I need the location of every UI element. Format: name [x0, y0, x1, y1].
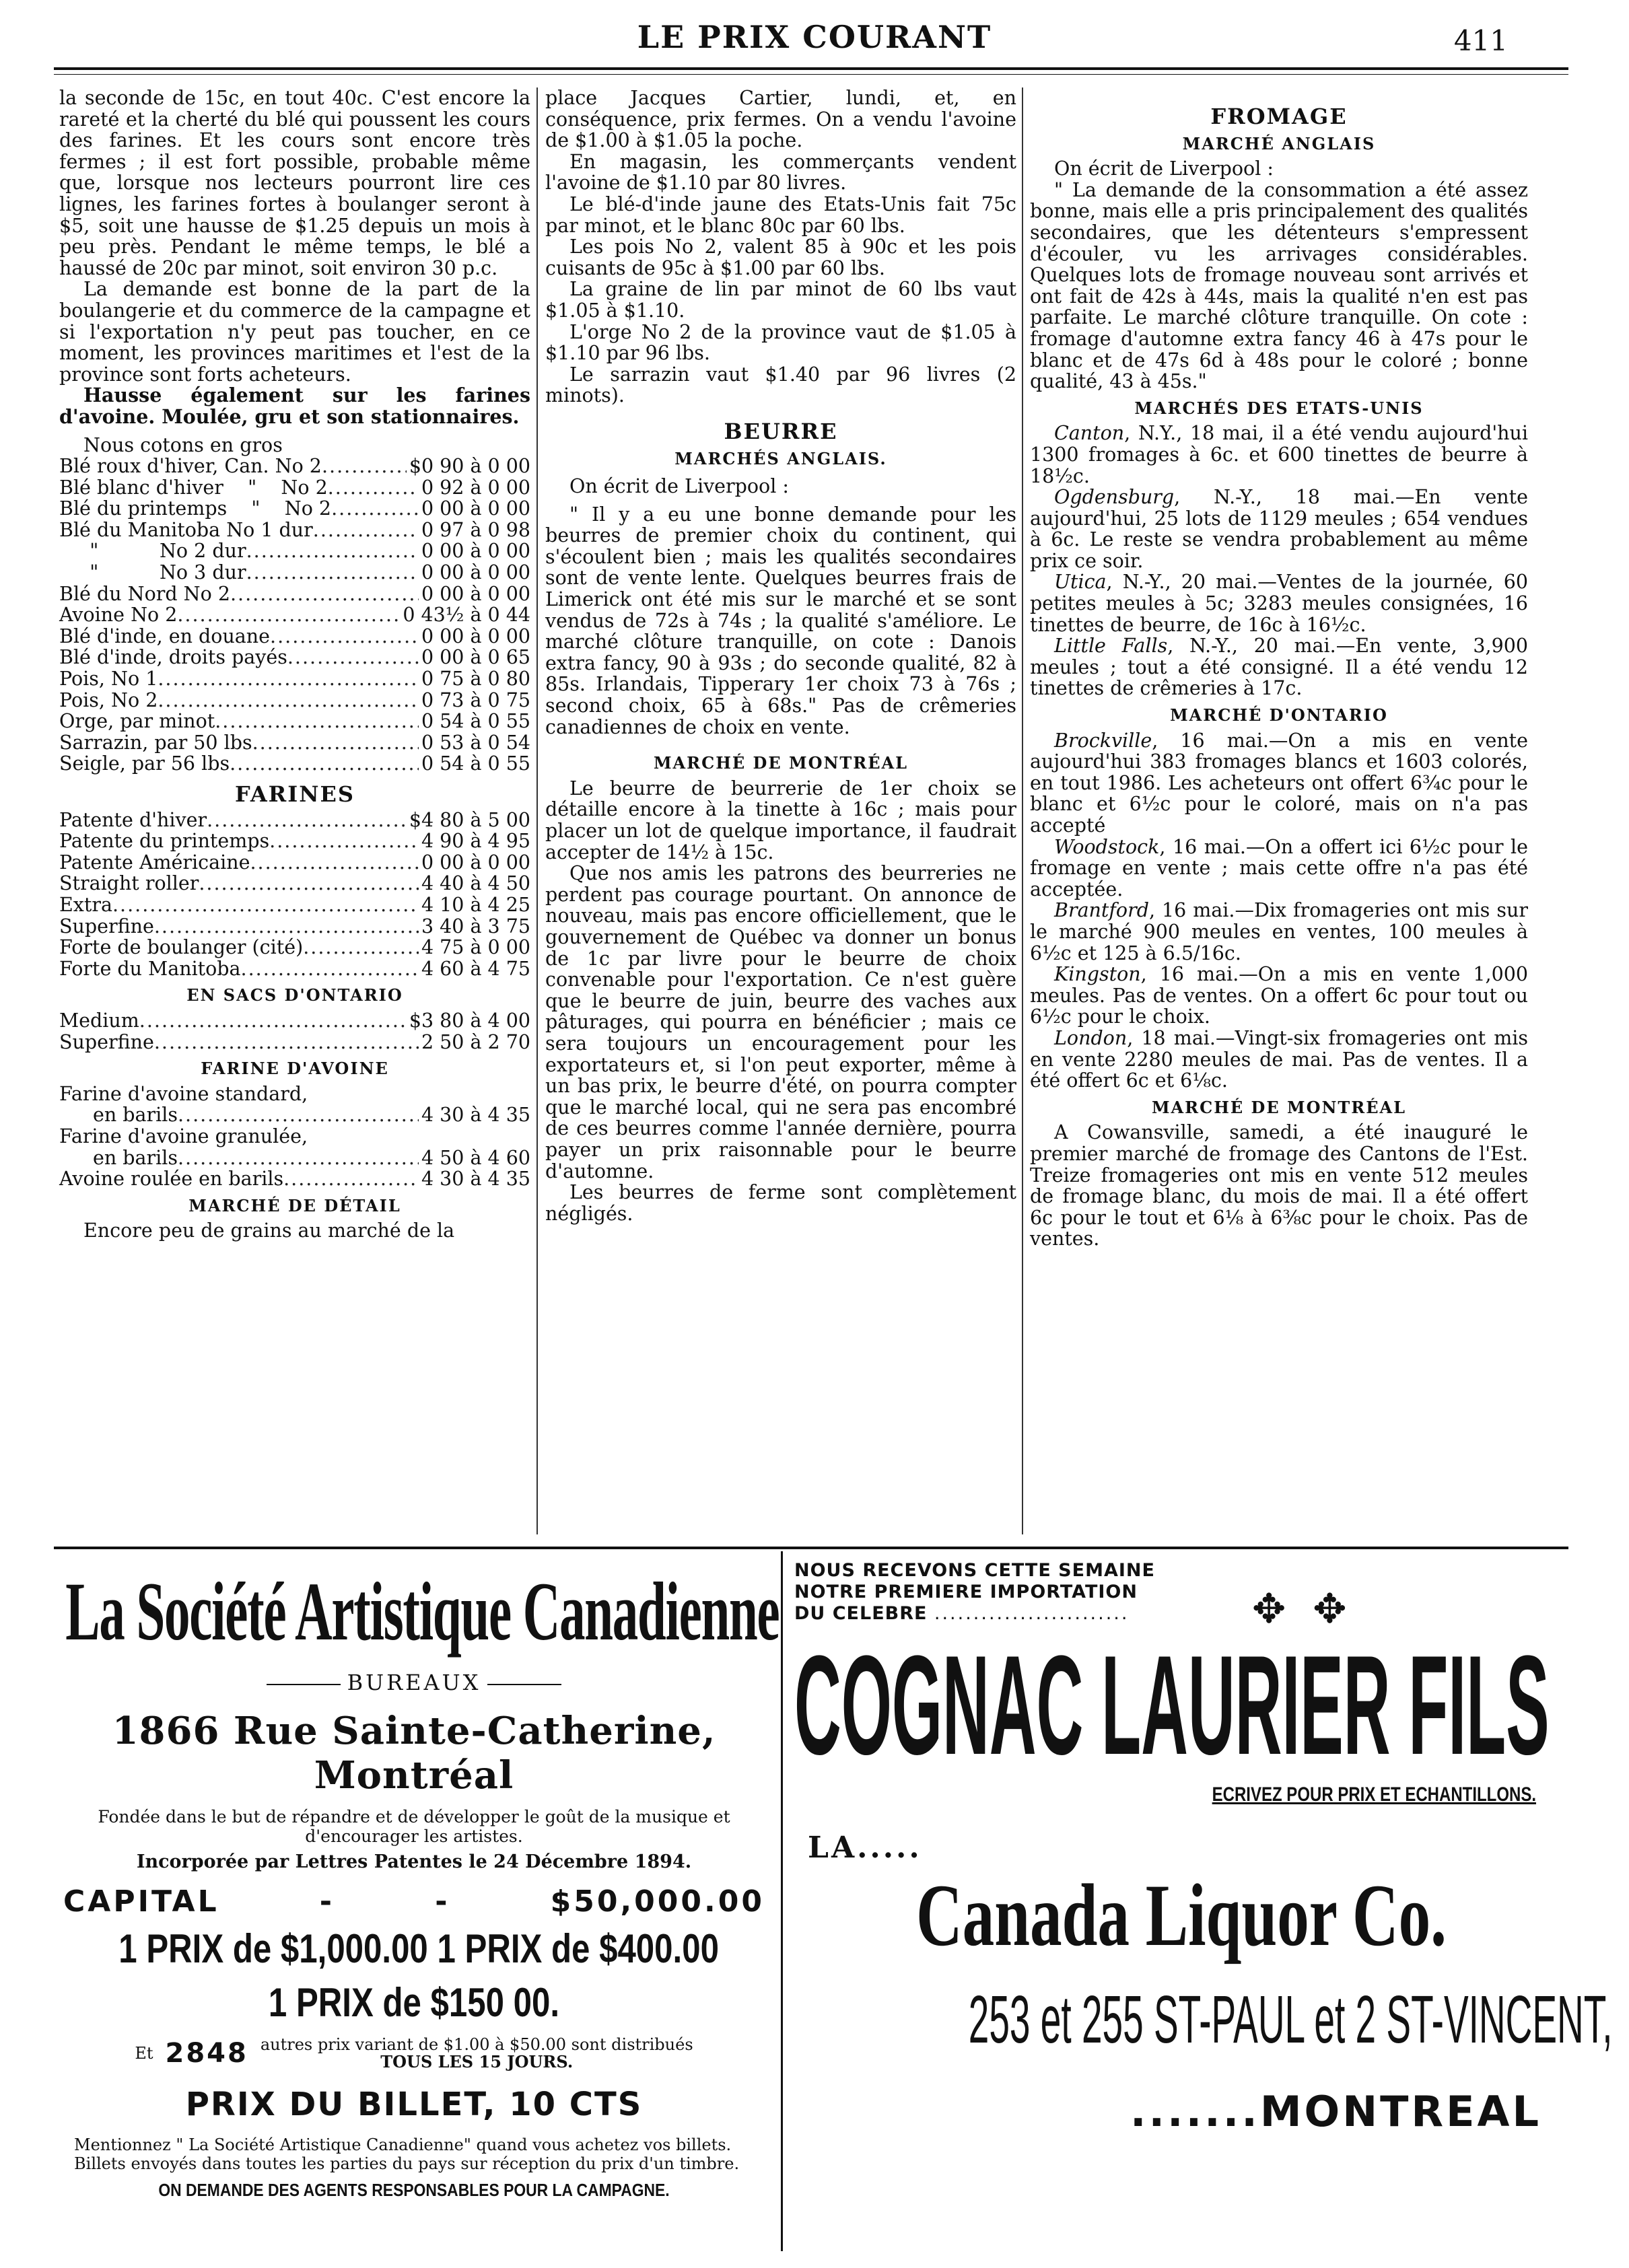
ad-address: 253 et 255 ST-PAUL et 2 ST-VINCENT, [968, 1982, 1613, 2057]
paragraph: Le sarrazin vaut $1.40 par 96 livres (2 minots). [545, 363, 1016, 407]
price-value: 0 43½ à 0 44 [403, 604, 530, 627]
price-label: Orge, par minot [59, 710, 215, 733]
price-value: 0 00 à 0 65 [421, 646, 530, 669]
price-value: 4 90 à 4 95 [421, 830, 530, 853]
price-label: Patente d'hiver [59, 808, 207, 831]
price-value: 0 97 à 0 98 [421, 518, 530, 541]
section-heading: EN SACS D'ONTARIO [186, 985, 403, 1005]
price-value: $0 90 à 0 00 [409, 455, 530, 478]
price-value: 4 75 à 0 00 [421, 936, 530, 959]
header-rule-thin [54, 74, 1568, 75]
separator: - [435, 1884, 450, 1919]
report-text: , 18 mai.—Vingt-six fromageries ont mis en vente 2280 meules de mai. Pas de ventes. Il a été offert 6c et 6⅛c. [1030, 1026, 1528, 1092]
market-report [1030, 964, 1528, 1028]
subsection-heading: MARCHÉ DE MONTRÉAL [653, 753, 909, 773]
price-label: Blé d'inde, en douane [59, 625, 271, 647]
price-row [59, 958, 530, 980]
price-label: Straight roller [59, 872, 199, 895]
page-header-title: LE PRIX COURANT [637, 19, 992, 55]
ad-intro [794, 1560, 1225, 1625]
price-row [59, 732, 530, 754]
price-label: Blé d'inde, droits payés [59, 646, 287, 669]
ad-ticket-price: PRIX DU BILLET, 10 CTS [185, 2086, 643, 2123]
price-row [59, 1147, 530, 1169]
paragraph: La demande est bonne de la part de la boulangerie et du commerce de la campagne et si l'exportation n'y peut pas toucher, en ce moment, les provinces maritimes et l'est de la province sont forts acheteurs. [59, 278, 530, 386]
price-row [59, 711, 530, 732]
price-value: 0 92 à 0 00 [421, 476, 530, 499]
oat-flour-list [59, 1084, 530, 1190]
place-name: Utica [1054, 571, 1107, 594]
place-name: Little Falls [1054, 635, 1168, 658]
grain-price-list [59, 456, 530, 775]
ad-bureaux-line [54, 1670, 774, 1695]
paragraph: On écrit de Liverpool : [569, 475, 789, 498]
prize-text [261, 2036, 693, 2071]
price-label: Pois, No 1 [59, 668, 158, 690]
ads-top-rule [54, 1547, 1568, 1549]
ad-incorporation: Incorporée par Lettres Patentes le 24 Décembre 1894. [136, 1851, 692, 1872]
price-label: Superfine [59, 1030, 154, 1053]
paragraph: " Il y a eu une bonne demande pour les beurres de premier choix du continent, qui s'écoulent bien ; mais les qualités secondaires sont de vente lente. Quelques beurres frais de Limerick ont été mis sur le marché et se sont vendus de 72s à 74s ; la qualité s'améliore. Le marché clôture tranquille, on cote : Danois extra fancy, 90 à 93s ; do seconde qualité, 82 à 85s. Irlandais, Tipperary 1er choix 73 à 76s ; second choix, 65 à 68s." Pas de crêmeries canadiennes de choix en vente. [545, 503, 1016, 738]
place-name: Canton [1054, 422, 1125, 445]
column-divider [536, 87, 538, 1534]
report-text: , N.-Y., 20 mai.—En vente, 3,900 meules ; tout a été consigné. Il a été vendu 12 tinettes de crêmeries à 17c. [1030, 635, 1528, 700]
section-heading: FARINES [235, 781, 355, 807]
price-value: 0 53 à 0 54 [421, 731, 530, 754]
paragraph: On écrit de Liverpool : [1054, 157, 1274, 180]
place-name: Kingston [1054, 963, 1141, 986]
price-row [59, 690, 530, 711]
price-value: 0 00 à 0 00 [421, 582, 530, 605]
price-label: Pois, No 2 [59, 688, 158, 711]
price-label: Forte de boulanger (cité) [59, 936, 304, 959]
page-number: 411 [1453, 24, 1508, 57]
price-value: 0 00 à 0 00 [421, 625, 530, 647]
report-text: , N.Y., 18 mai, il a été vendu aujourd'hui 1300 fromages à 6c. et 600 tinettes de beurre à 18½c. [1030, 422, 1528, 487]
ad-brand: COGNAC LAURIER FILS [794, 1626, 1550, 1784]
ad-call-to-action: ECRIVEZ POUR PRIX ET ECHANTILLONS. [1212, 1783, 1536, 1806]
section-heading: BEURRE [724, 418, 838, 444]
price-row [59, 753, 530, 775]
price-label: Avoine No 2 [59, 604, 178, 627]
market-report [1030, 571, 1528, 635]
price-row [59, 520, 530, 541]
price-row [59, 810, 530, 831]
place-name: Brockville [1054, 729, 1152, 752]
price-value: 0 54 à 0 55 [421, 752, 530, 775]
prize-frequency: TOUS LES 15 JOURS. [380, 2052, 574, 2071]
column-grains [59, 87, 530, 1242]
price-row [59, 626, 530, 647]
price-row [59, 937, 530, 958]
paragraph: place Jacques Cartier, lundi, et, en conséquence, prix fermes. On a vendu l'avoine de $1.00 à $1.05 la poche. [545, 87, 1016, 152]
report-text: , 16 mai.—Dix fromageries ont mis sur le marché 900 meules en ventes, 100 meules à 6½c et 125 à 6.5/16c. [1030, 899, 1528, 964]
paragraph: En magasin, les commerçants vendent l'avoine de $1.10 par 80 livres. [545, 150, 1016, 194]
price-value: 0 00 à 0 00 [421, 540, 530, 563]
price-label: Blé du Nord No 2 [59, 582, 230, 605]
flour-price-list [59, 810, 530, 980]
ornament-icon: ✥✥ [1252, 1586, 1374, 1633]
price-row [59, 540, 530, 562]
header-rule [54, 67, 1568, 70]
ad-intro-text: DU CELEBRE [794, 1603, 928, 1624]
place-name: London [1054, 1026, 1128, 1049]
subsection-heading: MARCHÉS DES ETATS-UNIS [1134, 398, 1424, 418]
market-report [1030, 730, 1528, 837]
price-row [59, 894, 530, 916]
paragraph: L'orge No 2 de la province vaut de $1.05 à $1.10 par 96 lbs. [545, 320, 1016, 365]
report-text: , 16 mai.—On a offert ici 6½c pour le fromage en vente ; mais cette offre n'a pas été acceptée. [1030, 835, 1528, 900]
section-heading: FROMAGE [1210, 104, 1348, 129]
ad-agents: ON DEMANDE DES AGENTS RESPONSABLES POUR LA CAMPAGNE. [158, 2180, 670, 2200]
section-heading: MARCHÉ DE DÉTAIL [188, 1195, 401, 1215]
report-text: , 16 mai.—On a mis en vente aujourd'hui 383 fromages blancs et 1603 colorés, en tout 1986. Les acheteurs ont offert 6¾c pour le blanc et 6½c pour le coloré, mais on n'a pas accepté [1030, 729, 1528, 837]
market-report [1030, 487, 1528, 571]
place-name: Brantford [1054, 899, 1149, 922]
price-label: Blé du printemps " No 2 [59, 497, 332, 520]
price-label: " No 2 dur [59, 540, 246, 563]
column-divider [1022, 87, 1023, 1534]
paragraph: La graine de lin par minot de 60 lbs vaut $1.05 à $1.10. [545, 278, 1016, 322]
price-label: Blé du Manitoba No 1 dur [59, 518, 313, 541]
price-row [59, 830, 530, 852]
paragraph: la seconde de 15c, en tout 40c. C'est encore la rareté et la cherté du blé qui poussent les cours des farines. Et les cours sont encore très fermes ; il est fort possible, probable même que, lorsque nos lecteurs pourront lire ces lignes, les farines fortes à boulanger seront à $5, soit une hausse de $1.25 depuis un mois à peu près. Pendant le même temps, le blé a haussé de 20c par minot, soit environ 30 p.c. [59, 87, 530, 279]
price-row [59, 1168, 530, 1190]
price-row [59, 916, 530, 937]
ad-company: Canada Liquor Co. [916, 1866, 1447, 1964]
price-value: 0 00 à 0 00 [421, 497, 530, 520]
ads-divider [781, 1551, 783, 2251]
ad-city: .......MONTREAL [1130, 2087, 1541, 2136]
price-label: Farine d'avoine standard, [59, 1082, 308, 1105]
separator: - [319, 1884, 335, 1919]
price-label: Sarrazin, par 50 lbs [59, 731, 252, 754]
price-value: $3 80 à 4 00 [409, 1009, 530, 1032]
paragraph: A Cowansville, samedi, a été inauguré le premier marché de fromage des Cantons de l'Est. Treize fromageries ont mis en vente 512 meules de fromage blanc, du mois de mai. Il a été offert 6c pour le tout et 6⅛ à 6⅜c pour le choix. Pas de ventes. [1030, 1121, 1528, 1250]
price-row [59, 604, 530, 626]
subsection-heading: MARCHÉ DE MONTRÉAL [1151, 1097, 1407, 1117]
et-label: Et [135, 2044, 153, 2063]
report-text: , N.-Y., 20 mai.—Ventes de la journée, 60 petites meules à 5c; 3283 meules consignées, 16 tinettes de beurre, de 16c à 16½c. [1030, 571, 1528, 636]
report-text: , N.-Y., 18 mai.—En vente aujourd'hui, 25 lots de 1129 meules ; 654 vendues à 6c. Le reste se vendra probablement au même prix ce soir. [1030, 486, 1528, 572]
ad-prize-line: 1 PRIX de $1,000.00 1 PRIX de $400.00 [118, 1926, 719, 1971]
price-value: 0 54 à 0 55 [421, 710, 530, 733]
price-value: 4 30 à 4 35 [421, 1104, 530, 1127]
price-value: $4 80 à 5 00 [409, 808, 530, 831]
price-row [59, 1104, 530, 1126]
ad-intro-line: NOTRE PREMIERE IMPORTATION [794, 1582, 1138, 1602]
ad-title: La Société Artistique Canadienne [65, 1565, 779, 1658]
price-row [59, 852, 530, 874]
price-label: en barils [93, 1104, 178, 1127]
price-value: 4 60 à 4 75 [421, 957, 530, 980]
subsection-heading: MARCHÉS ANGLAIS. [674, 448, 887, 468]
ad-description: Fondée dans le but de répandre et de développer le goût de la musique et d'encourager les artistes. [98, 1807, 730, 1846]
paragraph: Le beurre de beurrerie de 1er choix se détaille encore à la tinette à 16c ; mais pour placer un lot de quelque importance, il faudrait accepter de 14½ à 15c. [545, 777, 1016, 863]
subsection-heading: MARCHÉ ANGLAIS [1182, 133, 1376, 153]
price-value: 4 30 à 4 35 [421, 1168, 530, 1191]
column-fromage [1030, 87, 1528, 1250]
price-label: Superfine [59, 915, 154, 937]
ad-intro-line: DU CELEBRE ......................... [794, 1603, 1130, 1624]
ad-cognac-laurier [794, 1560, 1613, 2136]
price-value: 0 75 à 0 80 [421, 668, 530, 690]
price-value: 4 40 à 4 50 [421, 872, 530, 895]
ad-bureaux-label: BUREAUX [347, 1670, 481, 1695]
price-value: 4 10 à 4 25 [421, 893, 530, 916]
price-label: en barils [93, 1146, 178, 1169]
market-report [1030, 423, 1528, 487]
paragraph: Le blé-d'inde jaune des Etats-Unis fait 75c par minot, et le blanc 80c par 60 lbs. [545, 192, 1016, 237]
capital-value: $50,000.00 [550, 1884, 765, 1919]
ad-societe-artistique [54, 1558, 779, 2201]
place-name: Woodstock [1054, 835, 1160, 858]
ad-capital-line [54, 1884, 774, 1919]
price-row [59, 1032, 530, 1053]
ad-address: 1866 Rue Sainte-Catherine, Montréal [112, 1709, 716, 1798]
price-label: Farine d'avoine granulée, [59, 1125, 308, 1147]
price-label: Patente Américaine [59, 851, 250, 874]
ad-prize-line: 1 PRIX de $150 00. [268, 1980, 560, 2025]
price-label: Patente du printemps [59, 830, 270, 853]
market-report [1030, 1028, 1528, 1092]
ad-la: LA..... [808, 1831, 922, 1865]
price-value: 0 00 à 0 00 [421, 561, 530, 584]
ad-mention: Mentionnez " La Société Artistique Canadienne" quand vous achetez vos billets. Billets envoyés dans toutes les parties du pays sur réception du prix d'un timbre. [74, 2135, 740, 2173]
prize-text-line: autres prix variant de $1.00 à $50.00 sont distribués [260, 2035, 693, 2054]
sacs-price-list [59, 1010, 530, 1053]
paragraph: " La demande de la consommation a été assez bonne, mais elle a pris principalement des qualités secondaires, que les détenteurs s'empressent d'écouler, vu les arrivages considérables. Quelques lots de fromage nouveau sont arrivés et ont fait de 42s à 44s, mais la qualité n'en est pas parfaite. Le marché clôture tranquille. On cote : fromage d'automne extra fancy 46 à 47s pour le blanc et de 47s 6d à 48s pour le coloré ; bonne qualité, 43 à 45s." [1030, 178, 1528, 393]
price-value: 2 50 à 2 70 [421, 1030, 530, 1053]
ad-intro-line: NOUS RECEVONS CETTE SEMAINE [794, 1560, 1155, 1581]
ad-other-prizes [54, 2036, 774, 2071]
price-row [59, 498, 530, 520]
paragraph: Hausse également sur les farines d'avoine. Moulée, gru et son stationnaires. [59, 384, 530, 428]
report-text: , 16 mai.—On a mis en vente 1,000 meules. Pas de ventes. On a offert 6c pour tout ou 6½c pour le choix. [1030, 963, 1528, 1028]
price-row [59, 583, 530, 605]
market-report [1030, 900, 1528, 964]
price-row [59, 873, 530, 894]
price-value: 0 00 à 0 00 [421, 851, 530, 874]
price-label: " No 3 dur [59, 561, 246, 584]
section-heading: FARINE D'AVOINE [201, 1059, 389, 1079]
price-row [59, 1010, 530, 1032]
price-row [59, 647, 530, 668]
prize-count: 2848 [165, 2038, 248, 2069]
price-value: 3 40 à 3 75 [421, 915, 530, 937]
price-label: Medium [59, 1009, 139, 1032]
price-row [59, 477, 530, 499]
price-row [59, 668, 530, 690]
market-report [1030, 837, 1528, 900]
paragraph: Que nos amis les patrons des beurreries ne perdent pas courage pourtant. On annonce de nouveau, mais pas encore officiellement, que le gouvernement de Québec va donner un bonus de 1c par livre pour le beurre de choix convenable pour l'exportation. Ce n'est guère que le beurre de juin, beurre des vaches aux pâturages, qui pourra en bénéficier ; mais ce sera toujours un encouragement pour les exportateurs et, si l'on peut exporter, même à un bas prix, le beurre d'été, on pourra compter que le marché local, qui ne sera pas encombré de ces beurres comme l'année dernière, pourra payer un prix raisonnable pour le beurre d'automne. [545, 862, 1016, 1182]
capital-label: CAPITAL [63, 1884, 219, 1919]
place-name: Ogdensburg [1054, 486, 1175, 509]
paragraph: Les beurres de ferme sont complètement négligés. [545, 1181, 1016, 1225]
paragraph: Les pois No 2, valent 85 à 90c et les pois cuisants de 95c à $1.00 par 60 lbs. [545, 236, 1016, 279]
price-label: Avoine roulée en barils [59, 1168, 284, 1191]
paragraph: Encore peu de grains au marché de la [83, 1219, 455, 1242]
price-value: 4 50 à 4 60 [421, 1146, 530, 1169]
market-report [1030, 635, 1528, 699]
column-beurre [545, 87, 1016, 1224]
price-label: Seigle, par 56 lbs [59, 752, 230, 775]
price-intro: Nous cotons en gros [83, 433, 283, 456]
price-label: Blé roux d'hiver, Can. No 2 [59, 455, 322, 478]
price-label: Forte du Manitoba [59, 957, 241, 980]
subsection-heading: MARCHÉ D'ONTARIO [1170, 705, 1388, 725]
price-row [59, 456, 530, 477]
price-label: Extra [59, 893, 112, 916]
price-row [59, 562, 530, 583]
price-value: 0 73 à 0 75 [421, 688, 530, 711]
price-label: Blé blanc d'hiver " No 2 [59, 476, 328, 499]
